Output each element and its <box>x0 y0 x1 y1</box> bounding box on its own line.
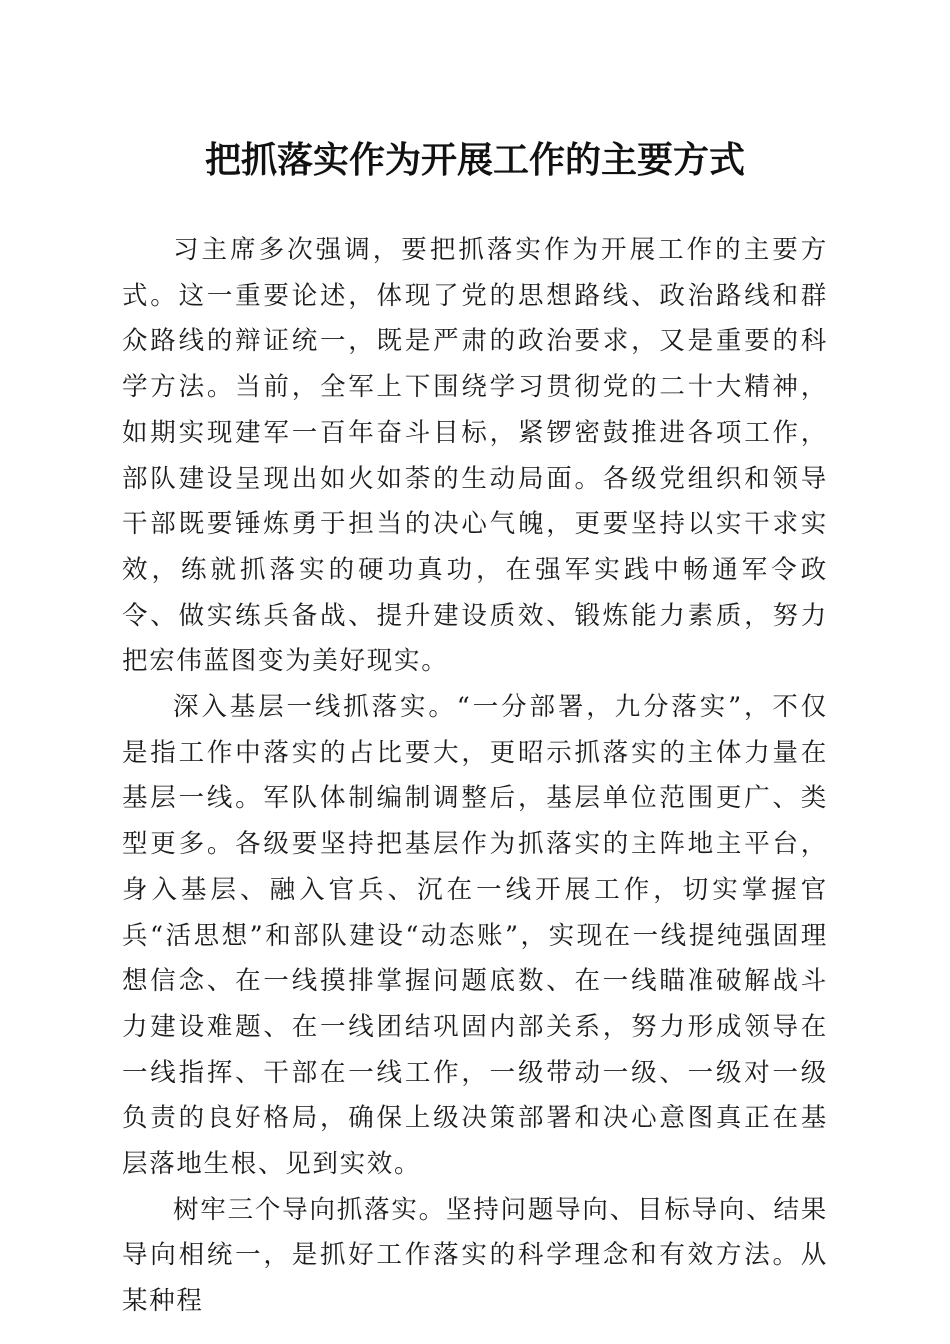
paragraph: 习主席多次强调，要把抓落实作为开展工作的主要方式。这一重要论述，体现了党的思想路线、政治路线和群众路线的辩证统一，既是严肃的政治要求，又是重要的科学方法。当前，全军上下围绕学习贯彻党的二十大精神，如期实现建军一百年奋斗目标，紧锣密鼓推进各项工作，部队建设呈现出如火如荼的生动局面。各级党组织和领导干部既要锤炼勇于担当的决心气魄，更要坚持以实干求实效，练就抓落实的硬功真功，在强军实践中畅通军令政令、做实练兵备战、提升建设质效、锻炼能力素质，努力把宏伟蓝图变为美好现实。 <box>122 235 828 677</box>
paragraph: 深入基层一线抓落实。“一分部署，九分落实”，不仅是指工作中落实的占比要大，更昭示抓落实的主体力量在基层一线。军队体制编制调整后，基层单位范围更广、类型更多。各级要坚持把基层作为抓落实的主阵地主平台，身入基层、融入官兵、沉在一线开展工作，切实掌握官兵“活思想”和部队建设“动态账”，实现在一线提纯强固理想信念、在一线摸排掌握问题底数、在一线瞄准破解战斗力建设难题、在一线团结巩固内部关系，努力形成领导在一线指挥、干部在一线工作，一级带动一级、一级对一级负责的良好格局，确保上级决策部署和决心意图真正在基层落地生根、见到实效。 <box>122 692 828 1180</box>
document-title: 把抓落实作为开展工作的主要方式 <box>204 139 745 181</box>
paragraph: 树牢三个导向抓落实。坚持问题导向、目标导向、结果导向相统一，是抓好工作落实的科学理念和有效方法。从某种程 <box>122 1194 828 1317</box>
document-body <box>122 228 828 1325</box>
